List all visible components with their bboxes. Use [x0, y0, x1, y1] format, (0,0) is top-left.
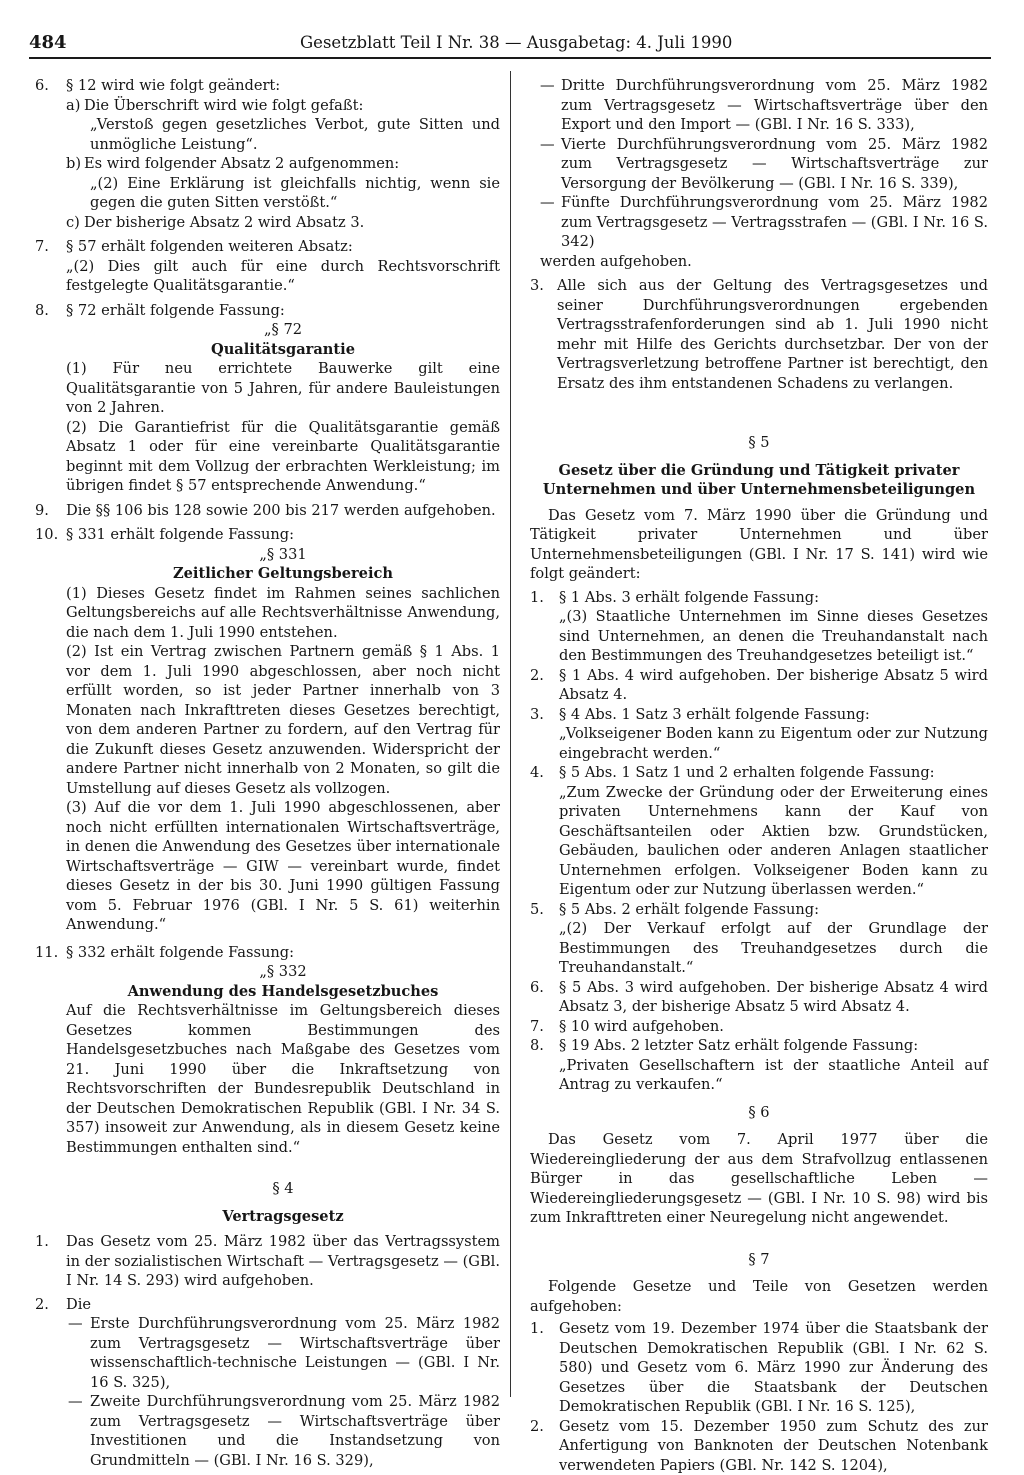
sub-text: Die Überschrift wird wie folgt gefaßt:	[84, 97, 363, 114]
body-text: Auf die Rechtsverhältnisse im Geltungsbereich dieses Gesetzes kommen Bestimmungen des Handelsgesetzbuches nach Maßgabe des Gesetzes vom 21. Juni 1990 über die Inkraftsetzung von Rechtsvorschriften der Bundesrepublik Deutschland in der Deutschen Demokratischen Republik (GBl. I Nr. 34 S. 357) insoweit zur Anwendung, als in diesem Gesetz keine Bestimmungen enthalten sind.“	[35, 1001, 500, 1157]
item-number: 9.	[35, 501, 49, 521]
item-number: 6.	[530, 978, 544, 998]
header-rule	[29, 57, 991, 59]
section5-item-8	[530, 1036, 988, 1056]
spacer	[530, 1095, 988, 1103]
item-number: 2.	[35, 1295, 49, 1315]
item-number: 8.	[35, 301, 49, 321]
sub-label: b)	[66, 154, 81, 174]
section4-item-3	[530, 276, 988, 393]
item-number: 1.	[530, 588, 544, 608]
item-text: § 57 erhält folgenden weiteren Absatz:	[66, 238, 353, 255]
body-text: (1) Dieses Gesetz findet im Rahmen seines sachlichen Geltungsbereichs auf alle Rechtsverhältnisse Anwendung, die nach dem 1. Juli 1990 entstehen.	[35, 584, 500, 643]
spacer	[530, 1269, 988, 1277]
item-text: § 5 Abs. 1 Satz 1 und 2 erhalten folgende Fassung:	[559, 764, 935, 781]
spacer	[35, 1199, 500, 1207]
paragraph-heading: Qualitätsgarantie	[35, 340, 500, 360]
body-text: Folgende Gesetze und Teile von Gesetzen werden aufgehoben:	[530, 1277, 988, 1316]
item-text: Das Gesetz vom 25. März 1982 über das Vertragssystem in der sozialistischen Wirtschaft — Vertragsgesetz — (GBl. I Nr. 14 S. 293) wird aufgehoben.	[66, 1233, 500, 1289]
quoted-text: „(2) Dies gilt auch für eine durch Rechtsvorschrift festgelegte Qualitätsgarantie.“	[35, 257, 500, 296]
body-text: (2) Ist ein Vertrag zwischen Partnern gemäß § 1 Abs. 1 vor dem 1. Juli 1990 abgeschlossen, aber noch nicht erfüllt worden, so ist jeder Partner innerhalb von 3 Monaten nach Inkrafttreten dieses Gesetzes berechtigt, von dem anderen Partner zu fordern, auf den Vertrag für die Zukunft dieses Gesetz anzuwenden. Widerspricht der andere Partner nicht innerhalb von 2 Monaten, so gilt die Umstellung auf dieses Gesetz als vollzogen.	[35, 642, 500, 798]
body-text: (3) Auf die vor dem 1. Juli 1990 abgeschlossenen, aber noch nicht erfüllten internationalen Wirtschaftsverträge, in denen die Anwendung des Gesetzes über internationale Wirtschaftsverträge — GIW — vereinbart wurde, findet dieses Gesetz in der bis 30. Juni 1990 gültigen Fassung vom 5. Februar 1976 (GBl. I Nr. 5 S. 61) weiterhin Anwendung.“	[35, 798, 500, 935]
section5-item-1	[530, 588, 988, 608]
section7-item-2	[530, 1417, 988, 1475]
item-text: § 332 erhält folgende Fassung:	[66, 944, 294, 961]
quoted-text: „(2) Eine Erklärung ist gleichfalls nichtig, wenn sie gegen die guten Sitten verstößt.“	[35, 174, 500, 213]
quoted-text: „Zum Zwecke der Gründung oder der Erweiterung eines privaten Unternehmens kann der Kauf von Geschäftsanteilen oder Aktien bzw. Grundstücken, Gebäuden, baulichen oder anderen Anlagen staatlicher Unternehmen erfolgen. Volkseigener Boden kann zu Eigentum oder zur Nutzung überlassen werden.“	[530, 783, 988, 900]
item-text: § 4 Abs. 1 Satz 3 erhält folgende Fassung:	[559, 706, 870, 723]
column-divider	[510, 71, 511, 1397]
item-text: § 12 wird wie folgt geändert:	[66, 77, 280, 94]
section-number: § 7	[530, 1250, 988, 1270]
sub-text: Es wird folgender Absatz 2 aufgenommen:	[84, 155, 399, 172]
dash-text: Vierte Durchführungsverordnung vom 25. März 1982 zum Vertragsgesetz — Wirtschaftsverträge zur Versorgung der Bevölkerung — (GBl. I Nr. 16 S. 339),	[561, 136, 988, 192]
section-number: § 6	[530, 1103, 988, 1123]
paragraph-number: „§ 331	[35, 545, 500, 565]
section4-item-1	[35, 1232, 500, 1291]
item-text: Alle sich aus der Geltung des Vertragsgesetzes und seiner Durchführungsverordnungen ergebenden Vertragsstrafenforderungen sind ab 1. Juli 1990 nicht mehr mit Hilfe des Gerichts durchsetzbar. Der von der Vertragsverletzung betroffene Partner ist berechtigt, den Ersatz des ihm entstandenen Schadens zu verlangen.	[557, 277, 988, 392]
paragraph-number: „§ 332	[35, 962, 500, 982]
item-number: 1.	[530, 1319, 544, 1339]
item-number: 2.	[530, 666, 544, 686]
item-text: § 19 Abs. 2 letzter Satz erhält folgende Fassung:	[559, 1037, 918, 1054]
item-6c	[35, 213, 500, 233]
item-9	[35, 501, 500, 521]
dash-item	[530, 76, 988, 135]
paragraph-heading: Anwendung des Handelsgesetzbuches	[35, 982, 500, 1002]
section5-item-5	[530, 900, 988, 920]
item-text: § 1 Abs. 4 wird aufgehoben. Der bisherige Absatz 5 wird Absatz 4.	[559, 667, 988, 704]
section-number: § 5	[530, 433, 988, 453]
item-6b	[35, 154, 500, 174]
item-number: 3.	[530, 705, 544, 725]
dash-item	[530, 135, 988, 194]
dash-mark: —	[68, 1314, 83, 1334]
item-text: § 5 Abs. 2 erhält folgende Fassung:	[559, 901, 819, 918]
item-number: 6.	[35, 76, 49, 96]
item-number: 10.	[35, 525, 58, 545]
left-column	[35, 76, 500, 1470]
item-text: § 1 Abs. 3 erhält folgende Fassung:	[559, 589, 819, 606]
section5-item-3	[530, 705, 988, 725]
item-text: § 10 wird aufgehoben.	[559, 1018, 724, 1035]
item-11	[35, 943, 500, 963]
running-header: Gesetzblatt Teil I Nr. 38 — Ausgabetag: 4. Juli 1990	[300, 33, 732, 52]
section-heading: Gesetz über die Gründung und Tätigkeit privater Unternehmen und über Unternehmensbeteiligungen	[530, 461, 988, 500]
dash-item	[35, 1314, 500, 1392]
item-text: § 331 erhält folgende Fassung:	[66, 526, 294, 543]
item-text: Die §§ 106 bis 128 sowie 200 bis 217 werden aufgehoben.	[66, 502, 496, 519]
sub-label: a)	[66, 96, 80, 116]
spacer	[530, 1122, 988, 1130]
dash-text: Dritte Durchführungsverordnung vom 25. März 1982 zum Vertragsgesetz — Wirtschaftsverträge über den Export und den Import — (GBl. I Nr. 16 S. 333),	[561, 77, 988, 133]
item-10	[35, 525, 500, 545]
dash-text: Zweite Durchführungsverordnung vom 25. März 1982 zum Vertragsgesetz — Wirtschaftsverträge über Investitionen und die Instandsetzung von Grundmitteln — (GBl. I Nr. 16 S. 329),	[90, 1393, 500, 1469]
item-number: 2.	[530, 1417, 544, 1437]
item-number: 8.	[530, 1036, 544, 1056]
dash-text: Erste Durchführungsverordnung vom 25. März 1982 zum Vertragsgesetz — Wirtschaftsverträge über wissenschaftlich-technische Leistungen — (GBl. I Nr. 16 S. 325),	[90, 1315, 500, 1391]
item-text: § 5 Abs. 3 wird aufgehoben. Der bisherige Absatz 4 wird Absatz 3, der bisherige Absatz 5 wird Absatz 4.	[559, 979, 988, 1016]
quoted-text: „Volkseigener Boden kann zu Eigentum oder zur Nutzung eingebracht werden.“	[530, 724, 988, 763]
item-text: § 72 erhält folgende Fassung:	[66, 302, 285, 319]
dash-mark: —	[540, 193, 555, 213]
item-number: 7.	[35, 237, 49, 257]
spacer	[530, 1228, 988, 1250]
dash-mark: —	[540, 76, 555, 96]
item-text: Gesetz vom 19. Dezember 1974 über die Staatsbank der Deutschen Demokratischen Republik (GBl. I Nr. 62 S. 580) und Gesetz vom 6. März 1990 zur Änderung des Gesetzes über die Staatsbank der Deutschen Demokratischen Republik (GBl. I Nr. 16 S. 125),	[559, 1320, 988, 1415]
item-number: 4.	[530, 763, 544, 783]
item-number: 11.	[35, 943, 58, 963]
section5-item-4	[530, 763, 988, 783]
body-text: werden aufgehoben.	[530, 252, 988, 272]
dash-mark: —	[540, 135, 555, 155]
item-7	[35, 237, 500, 257]
quoted-text: „(3) Staatliche Unternehmen im Sinne dieses Gesetzes sind Unternehmen, an denen die Treuhandanstalt nach den Bestimmungen des Treuhandgesetzes beteiligt ist.“	[530, 607, 988, 666]
item-text: Die	[66, 1296, 91, 1313]
sub-text: Der bisherige Absatz 2 wird Absatz 3.	[84, 214, 364, 231]
section4-item-2	[35, 1295, 500, 1315]
body-text: (1) Für neu errichtete Bauwerke gilt eine Qualitätsgarantie von 5 Jahren, für andere Bauleistungen von 2 Jahren.	[35, 359, 500, 418]
quoted-text: „Verstoß gegen gesetzliches Verbot, gute Sitten und unmögliche Leistung“.	[35, 115, 500, 154]
quoted-text: „(2) Der Verkauf erfolgt auf der Grundlage der Bestimmungen des Treuhandgesetzes durch die Treuhandanstalt.“	[530, 919, 988, 978]
section-number: § 4	[35, 1179, 500, 1199]
page-number: 484	[29, 32, 67, 53]
section5-item-6	[530, 978, 988, 1017]
section-heading: Vertragsgesetz	[35, 1207, 500, 1227]
spacer	[530, 393, 988, 433]
quoted-text: „Privaten Gesellschaftern ist der staatliche Anteil auf Antrag zu verkaufen.“	[530, 1056, 988, 1095]
body-text: Das Gesetz vom 7. März 1990 über die Gründung und Tätigkeit privater Unternehmen und über Unternehmensbeteiligungen (GBl. I Nr. 17 S. 141) wird wie folgt geändert:	[530, 506, 988, 584]
right-column	[530, 76, 988, 1475]
section5-item-2	[530, 666, 988, 705]
item-number: 1.	[35, 1232, 49, 1252]
spacer	[35, 1157, 500, 1179]
item-number: 5.	[530, 900, 544, 920]
item-number: 7.	[530, 1017, 544, 1037]
spacer	[530, 453, 988, 461]
body-text: (2) Die Garantiefrist für die Qualitätsgarantie gemäß Absatz 1 oder für eine vereinbarte Qualitätsgarantie beginnt mit dem Vollzug der erbrachten Werkleistung; im übrigen findet § 57 entsprechende Anwendung.“	[35, 418, 500, 496]
item-number: 3.	[530, 276, 544, 296]
dash-text: Fünfte Durchführungsverordnung vom 25. März 1982 zum Vertragsgesetz — Vertragsstrafen — (GBl. I Nr. 16 S. 342)	[561, 194, 988, 250]
paragraph-number: „§ 72	[35, 320, 500, 340]
item-text: Gesetz vom 15. Dezember 1950 zum Schutz des zur Anfertigung von Banknoten der Deutschen Notenbank verwendeten Papiers (GBl. Nr. 142 S. 1204),	[559, 1418, 988, 1474]
section7-item-1	[530, 1319, 988, 1417]
item-6a	[35, 96, 500, 116]
body-text: Das Gesetz vom 7. April 1977 über die Wiedereingliederung der aus dem Strafvollzug entlassenen Bürger in das gesellschaftliche Leben — Wiedereingliederungsgesetz — (GBl. I Nr. 10 S. 98) wird bis zum Inkrafttreten einer Neuregelung nicht angewendet.	[530, 1130, 988, 1228]
item-8	[35, 301, 500, 321]
paragraph-heading: Zeitlicher Geltungsbereich	[35, 564, 500, 584]
dash-mark: —	[68, 1392, 83, 1412]
dash-item	[530, 193, 988, 252]
item-6	[35, 76, 500, 96]
sub-label: c)	[66, 213, 80, 233]
section5-item-7	[530, 1017, 988, 1037]
